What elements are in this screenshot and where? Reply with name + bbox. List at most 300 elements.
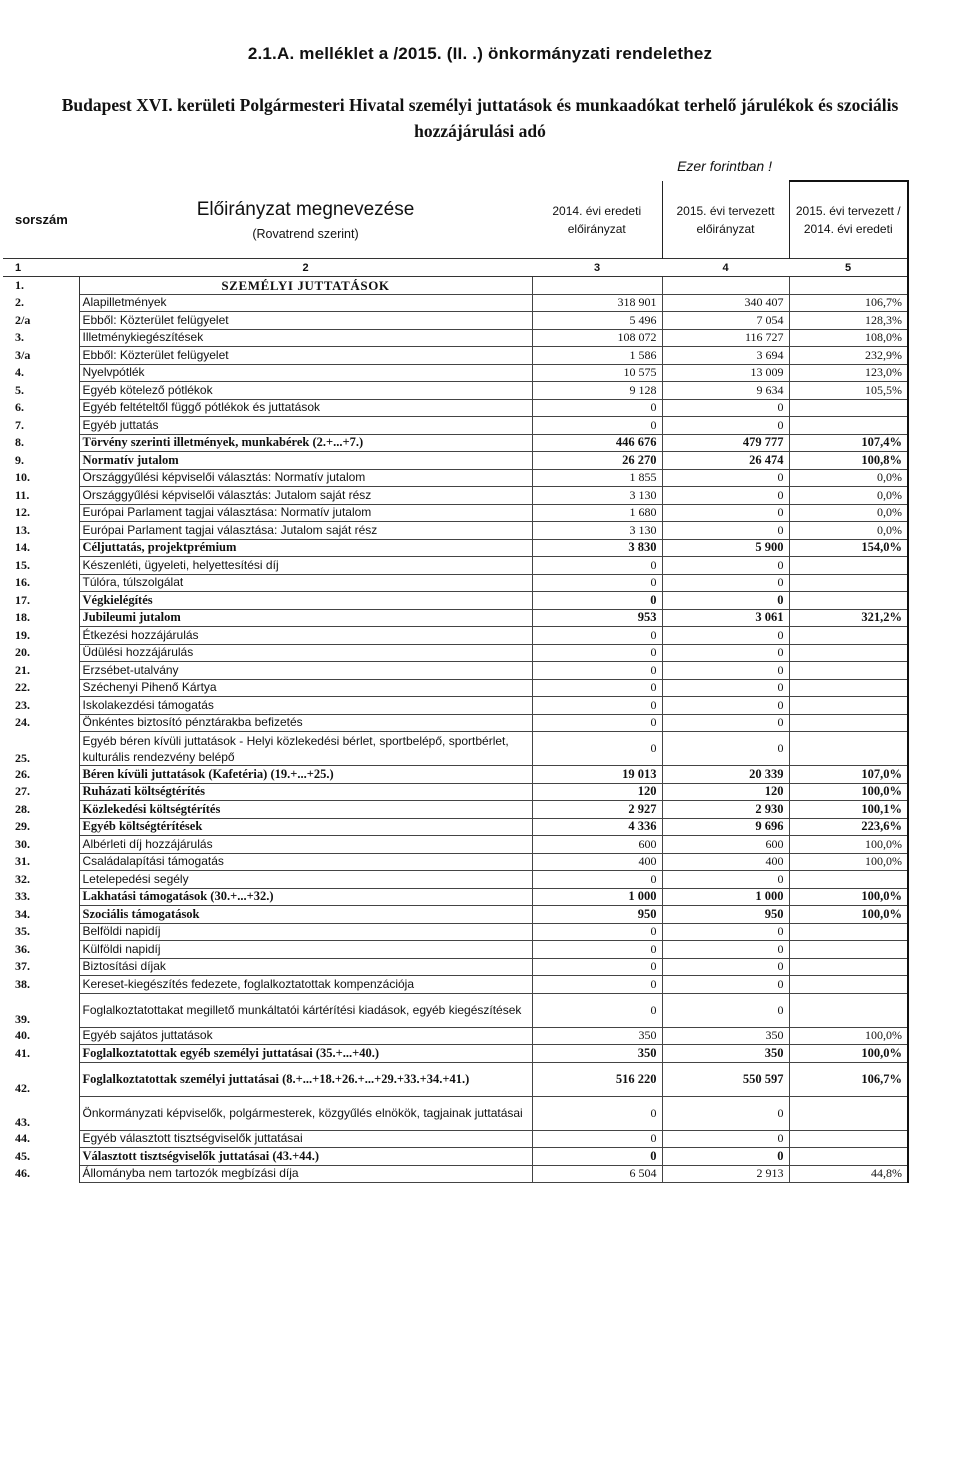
row-value-2015: 0 bbox=[662, 487, 789, 505]
table-row bbox=[3, 452, 908, 470]
row-ratio bbox=[789, 697, 908, 715]
table-row bbox=[3, 993, 908, 1027]
row-value-2015: 0 bbox=[662, 697, 789, 715]
header-sorszam: sorszám bbox=[15, 212, 68, 227]
row-ratio: 100,1% bbox=[789, 801, 908, 819]
column-number: 2 bbox=[79, 259, 532, 277]
row-value-2015: 0 bbox=[662, 976, 789, 994]
column-number: 3 bbox=[532, 259, 662, 277]
row-index: 24. bbox=[3, 714, 79, 732]
row-label: Közlekedési költségtérítés bbox=[79, 801, 532, 819]
row-value-2015: 0 bbox=[662, 732, 789, 766]
row-ratio bbox=[789, 679, 908, 697]
row-value-2014: 6 504 bbox=[532, 1165, 662, 1183]
column-number: 5 bbox=[789, 259, 908, 277]
header-2014-line2: előirányzat bbox=[567, 221, 626, 236]
table-row bbox=[3, 399, 908, 417]
row-ratio bbox=[789, 574, 908, 592]
header-ratio-line1: 2015. évi tervezett / bbox=[795, 204, 901, 218]
row-index: 21. bbox=[3, 662, 79, 680]
row-ratio: 100,0% bbox=[789, 906, 908, 924]
row-ratio: 100,0% bbox=[789, 783, 908, 801]
row-value-2015: 0 bbox=[662, 644, 789, 662]
row-value-2015: 0 bbox=[662, 592, 789, 610]
row-label: Önkormányzati képviselők, polgármesterek, közgyűlés elnökök, tagjainak juttatásai bbox=[79, 1096, 532, 1130]
row-index: 28. bbox=[3, 801, 79, 819]
table-row bbox=[3, 294, 908, 312]
row-ratio bbox=[789, 557, 908, 575]
row-ratio: 0,0% bbox=[789, 522, 908, 540]
row-ratio bbox=[789, 993, 908, 1027]
row-label: Normatív jutalom bbox=[79, 452, 532, 470]
table-row bbox=[3, 679, 908, 697]
row-value-2015: 0 bbox=[662, 1148, 789, 1166]
table-row bbox=[3, 766, 908, 784]
row-index: 1. bbox=[3, 277, 79, 295]
row-index: 22. bbox=[3, 679, 79, 697]
row-value-2014: 400 bbox=[532, 853, 662, 871]
header-2014-line1: 2014. évi eredeti bbox=[552, 203, 642, 218]
table-row bbox=[3, 1165, 908, 1183]
header-2014-original bbox=[532, 181, 662, 259]
row-ratio bbox=[789, 714, 908, 732]
row-value-2015: 0 bbox=[662, 941, 789, 959]
header-name-sub: (Rovatrend szerint) bbox=[252, 226, 359, 241]
row-index: 18. bbox=[3, 609, 79, 627]
row-value-2014: 0 bbox=[532, 923, 662, 941]
row-value-2015: 0 bbox=[662, 923, 789, 941]
row-label: Biztosítási díjak bbox=[79, 958, 532, 976]
row-index: 14. bbox=[3, 539, 79, 557]
row-value-2015: 7 054 bbox=[662, 312, 789, 330]
row-value-2014: 1 855 bbox=[532, 469, 662, 487]
row-label: Országgyűlési képviselői választás: Jutalom saját rész bbox=[79, 487, 532, 505]
table-row bbox=[3, 487, 908, 505]
row-index: 31. bbox=[3, 853, 79, 871]
row-ratio: 100,0% bbox=[789, 853, 908, 871]
row-label: Alapilletmények bbox=[79, 294, 532, 312]
row-index: 41. bbox=[3, 1045, 79, 1063]
row-ratio: 0,0% bbox=[789, 469, 908, 487]
row-label: Családalapítási támogatás bbox=[79, 853, 532, 871]
row-index: 34. bbox=[3, 906, 79, 924]
table-row bbox=[3, 329, 908, 347]
row-value-2014: 0 bbox=[532, 871, 662, 889]
row-index: 13. bbox=[3, 522, 79, 540]
column-number: 4 bbox=[662, 259, 789, 277]
row-index: 38. bbox=[3, 976, 79, 994]
row-value-2014: 1 000 bbox=[532, 888, 662, 906]
row-value-2014 bbox=[532, 277, 662, 295]
row-value-2014: 0 bbox=[532, 417, 662, 435]
row-label: Illetménykiegészítések bbox=[79, 329, 532, 347]
row-index: 20. bbox=[3, 644, 79, 662]
row-value-2015: 950 bbox=[662, 906, 789, 924]
row-value-2015: 2 913 bbox=[662, 1165, 789, 1183]
row-value-2014: 2 927 bbox=[532, 801, 662, 819]
row-value-2015: 0 bbox=[662, 1096, 789, 1130]
row-value-2014: 0 bbox=[532, 697, 662, 715]
row-value-2014: 26 270 bbox=[532, 452, 662, 470]
row-ratio: 232,9% bbox=[789, 347, 908, 365]
row-index: 30. bbox=[3, 836, 79, 854]
row-ratio bbox=[789, 592, 908, 610]
row-label: Állományba nem tartozók megbízási díja bbox=[79, 1165, 532, 1183]
table-row bbox=[3, 1096, 908, 1130]
row-index: 39. bbox=[3, 993, 79, 1027]
row-ratio bbox=[789, 627, 908, 645]
row-index: 8. bbox=[3, 434, 79, 452]
table-body bbox=[3, 277, 908, 1183]
row-value-2015: 0 bbox=[662, 557, 789, 575]
header-2015-line2: előirányzat bbox=[696, 221, 755, 236]
row-ratio bbox=[789, 417, 908, 435]
row-value-2014: 0 bbox=[532, 627, 662, 645]
row-index: 7. bbox=[3, 417, 79, 435]
table-row bbox=[3, 434, 908, 452]
row-value-2015: 3 694 bbox=[662, 347, 789, 365]
row-value-2015: 350 bbox=[662, 1045, 789, 1063]
header-ratio-line2: 2014. évi eredeti bbox=[803, 222, 893, 236]
row-label: Külföldi napidíj bbox=[79, 941, 532, 959]
table-row bbox=[3, 574, 908, 592]
row-value-2014: 0 bbox=[532, 399, 662, 417]
row-value-2015: 0 bbox=[662, 504, 789, 522]
table-row bbox=[3, 697, 908, 715]
row-label: Üdülési hozzájárulás bbox=[79, 644, 532, 662]
row-ratio bbox=[789, 871, 908, 889]
row-value-2015: 479 777 bbox=[662, 434, 789, 452]
table-row bbox=[3, 888, 908, 906]
row-value-2015: 5 900 bbox=[662, 539, 789, 557]
row-index: 19. bbox=[3, 627, 79, 645]
document-title: 2.1.A. melléklet a /2015. (II. .) önkormányzati rendelethez bbox=[247, 44, 713, 63]
row-value-2014: 0 bbox=[532, 714, 662, 732]
row-ratio: 44,8% bbox=[789, 1165, 908, 1183]
table-row bbox=[3, 871, 908, 889]
row-ratio bbox=[789, 923, 908, 941]
header-ratio bbox=[789, 181, 908, 259]
row-ratio: 107,0% bbox=[789, 766, 908, 784]
row-ratio: 0,0% bbox=[789, 504, 908, 522]
row-value-2015: 350 bbox=[662, 1027, 789, 1045]
row-value-2015: 2 930 bbox=[662, 801, 789, 819]
row-value-2014: 120 bbox=[532, 783, 662, 801]
row-index: 26. bbox=[3, 766, 79, 784]
row-index: 11. bbox=[3, 487, 79, 505]
row-label: Iskolakezdési támogatás bbox=[79, 697, 532, 715]
row-index: 9. bbox=[3, 452, 79, 470]
row-ratio: 223,6% bbox=[789, 818, 908, 836]
row-label: Egyéb költségtérítések bbox=[79, 818, 532, 836]
row-value-2015: 20 339 bbox=[662, 766, 789, 784]
row-label: SZEMÉLYI JUTTATÁSOK bbox=[79, 277, 532, 295]
row-index: 29. bbox=[3, 818, 79, 836]
row-value-2015: 0 bbox=[662, 871, 789, 889]
header-name bbox=[79, 181, 532, 259]
row-ratio: 100,0% bbox=[789, 1045, 908, 1063]
row-value-2014: 1 586 bbox=[532, 347, 662, 365]
subtitle-line-1: Budapest XVI. kerületi Polgármesteri Hivatal személyi juttatások és munkaadókat terhelő járulékok és szociális bbox=[61, 95, 899, 115]
row-value-2014: 350 bbox=[532, 1027, 662, 1045]
table-row bbox=[3, 417, 908, 435]
row-value-2014: 0 bbox=[532, 1130, 662, 1148]
row-value-2014: 9 128 bbox=[532, 382, 662, 400]
row-value-2014: 0 bbox=[532, 592, 662, 610]
row-value-2015: 0 bbox=[662, 662, 789, 680]
row-label: Egyéb juttatás bbox=[79, 417, 532, 435]
row-label: Foglalkoztatottak személyi juttatásai (8.+...+18.+26.+...+29.+33.+34.+41.) bbox=[79, 1062, 532, 1096]
table-row bbox=[3, 923, 908, 941]
row-label: Készenléti, ügyeleti, helyettesítési díj bbox=[79, 557, 532, 575]
table-row bbox=[3, 312, 908, 330]
row-label: Törvény szerinti illetmények, munkabérek (2.+...+7.) bbox=[79, 434, 532, 452]
row-ratio: 100,0% bbox=[789, 888, 908, 906]
row-ratio bbox=[789, 1148, 908, 1166]
row-value-2015: 3 061 bbox=[662, 609, 789, 627]
row-index: 16. bbox=[3, 574, 79, 592]
header-name-main: Előirányzat megnevezése bbox=[196, 198, 415, 220]
row-ratio bbox=[789, 277, 908, 295]
row-ratio bbox=[789, 958, 908, 976]
row-value-2015: 0 bbox=[662, 417, 789, 435]
row-value-2014: 318 901 bbox=[532, 294, 662, 312]
table-row bbox=[3, 277, 908, 295]
row-label: Jubileumi jutalom bbox=[79, 609, 532, 627]
table-row bbox=[3, 976, 908, 994]
row-index: 45. bbox=[3, 1148, 79, 1166]
table-row bbox=[3, 941, 908, 959]
row-ratio: 0,0% bbox=[789, 487, 908, 505]
row-ratio bbox=[789, 662, 908, 680]
row-ratio: 128,3% bbox=[789, 312, 908, 330]
row-label: Választott tisztségviselők juttatásai (43.+44.) bbox=[79, 1148, 532, 1166]
row-value-2015: 0 bbox=[662, 714, 789, 732]
row-value-2014: 446 676 bbox=[532, 434, 662, 452]
row-index: 3/a bbox=[3, 347, 79, 365]
row-index: 36. bbox=[3, 941, 79, 959]
row-value-2015: 0 bbox=[662, 1130, 789, 1148]
row-label: Nyelvpótlék bbox=[79, 364, 532, 382]
row-label: Letelepedési segély bbox=[79, 871, 532, 889]
row-value-2015: 26 474 bbox=[662, 452, 789, 470]
row-index: 35. bbox=[3, 923, 79, 941]
table-row bbox=[3, 836, 908, 854]
table-row bbox=[3, 557, 908, 575]
table-row bbox=[3, 347, 908, 365]
column-number: 1 bbox=[3, 259, 79, 277]
row-label: Foglalkoztatottakat megillető munkáltatói kártérítési kiadások, egyéb kiegészítések bbox=[79, 993, 532, 1027]
unit-note: Ezer forintban ! bbox=[677, 158, 772, 174]
row-value-2015: 400 bbox=[662, 853, 789, 871]
row-index: 32. bbox=[3, 871, 79, 889]
row-value-2015: 120 bbox=[662, 783, 789, 801]
row-index: 43. bbox=[3, 1096, 79, 1130]
row-index: 40. bbox=[3, 1027, 79, 1045]
table-row bbox=[3, 818, 908, 836]
row-value-2015: 13 009 bbox=[662, 364, 789, 382]
row-value-2014: 0 bbox=[532, 976, 662, 994]
row-label: Széchenyi Pihenő Kártya bbox=[79, 679, 532, 697]
row-value-2014: 0 bbox=[532, 644, 662, 662]
row-label: Európai Parlament tagjai választása: Jutalom saját rész bbox=[79, 522, 532, 540]
table-row bbox=[3, 504, 908, 522]
row-value-2014: 3 830 bbox=[532, 539, 662, 557]
row-index: 46. bbox=[3, 1165, 79, 1183]
row-value-2014: 0 bbox=[532, 1148, 662, 1166]
row-label: Kereset-kiegészítés fedezete, foglalkoztatottak kompenzációja bbox=[79, 976, 532, 994]
row-index: 44. bbox=[3, 1130, 79, 1148]
row-ratio: 105,5% bbox=[789, 382, 908, 400]
row-value-2015: 9 696 bbox=[662, 818, 789, 836]
row-value-2015: 9 634 bbox=[662, 382, 789, 400]
row-ratio: 100,0% bbox=[789, 1027, 908, 1045]
row-index: 12. bbox=[3, 504, 79, 522]
row-index: 33. bbox=[3, 888, 79, 906]
row-value-2014: 4 336 bbox=[532, 818, 662, 836]
row-label: Foglalkoztatottak egyéb személyi juttatásai (35.+...+40.) bbox=[79, 1045, 532, 1063]
row-index: 17. bbox=[3, 592, 79, 610]
row-label: Szociális támogatások bbox=[79, 906, 532, 924]
row-value-2014: 350 bbox=[532, 1045, 662, 1063]
row-label: Végkielégítés bbox=[79, 592, 532, 610]
row-value-2014: 0 bbox=[532, 1096, 662, 1130]
row-label: Albérleti díj hozzájárulás bbox=[79, 836, 532, 854]
row-ratio: 106,7% bbox=[789, 294, 908, 312]
row-value-2015: 0 bbox=[662, 574, 789, 592]
row-ratio bbox=[789, 644, 908, 662]
row-ratio bbox=[789, 976, 908, 994]
table-row bbox=[3, 853, 908, 871]
row-label: Erzsébet-utalvány bbox=[79, 662, 532, 680]
row-value-2014: 0 bbox=[532, 732, 662, 766]
row-ratio bbox=[789, 941, 908, 959]
row-value-2014: 0 bbox=[532, 574, 662, 592]
table-row bbox=[3, 662, 908, 680]
row-index: 2/a bbox=[3, 312, 79, 330]
table-row bbox=[3, 609, 908, 627]
table-row bbox=[3, 1062, 908, 1096]
table-row bbox=[3, 644, 908, 662]
row-value-2015: 0 bbox=[662, 399, 789, 417]
row-value-2014: 953 bbox=[532, 609, 662, 627]
row-value-2015: 0 bbox=[662, 993, 789, 1027]
row-index: 3. bbox=[3, 329, 79, 347]
row-value-2014: 0 bbox=[532, 679, 662, 697]
row-value-2014: 5 496 bbox=[532, 312, 662, 330]
row-index: 15. bbox=[3, 557, 79, 575]
row-index: 10. bbox=[3, 469, 79, 487]
row-value-2015: 0 bbox=[662, 469, 789, 487]
row-value-2014: 0 bbox=[532, 958, 662, 976]
row-value-2015: 1 000 bbox=[662, 888, 789, 906]
row-label: Egyéb választott tisztségviselők juttatásai bbox=[79, 1130, 532, 1148]
table-row bbox=[3, 382, 908, 400]
table-row bbox=[3, 906, 908, 924]
row-value-2014: 950 bbox=[532, 906, 662, 924]
row-index: 23. bbox=[3, 697, 79, 715]
row-label: Országgyűlési képviselői választás: Normatív jutalom bbox=[79, 469, 532, 487]
row-ratio bbox=[789, 1096, 908, 1130]
row-value-2015: 340 407 bbox=[662, 294, 789, 312]
row-label: Étkezési hozzájárulás bbox=[79, 627, 532, 645]
row-value-2014: 0 bbox=[532, 662, 662, 680]
row-value-2015: 0 bbox=[662, 679, 789, 697]
row-value-2014: 10 575 bbox=[532, 364, 662, 382]
row-label: Egyéb kötelező pótlékok bbox=[79, 382, 532, 400]
row-index: 5. bbox=[3, 382, 79, 400]
row-value-2015: 116 727 bbox=[662, 329, 789, 347]
table-row bbox=[3, 522, 908, 540]
row-value-2015: 550 597 bbox=[662, 1062, 789, 1096]
row-value-2014: 19 013 bbox=[532, 766, 662, 784]
row-ratio: 321,2% bbox=[789, 609, 908, 627]
table-row bbox=[3, 958, 908, 976]
row-label: Önkéntes biztosító pénztárakba befizetés bbox=[79, 714, 532, 732]
column-number-row bbox=[3, 259, 908, 277]
row-value-2014: 1 680 bbox=[532, 504, 662, 522]
row-label: Lakhatási támogatások (30.+...+32.) bbox=[79, 888, 532, 906]
header-2015-planned bbox=[662, 181, 789, 259]
table-row bbox=[3, 627, 908, 645]
table-row bbox=[3, 1045, 908, 1063]
row-label: Egyéb béren kívüli juttatások - Helyi közlekedési bérlet, sportbelépő, sportbérlet, kulturális rendezvény belépő bbox=[79, 732, 532, 766]
row-value-2015: 0 bbox=[662, 627, 789, 645]
row-ratio bbox=[789, 732, 908, 766]
subtitle-line-2: hozzájárulási adó bbox=[414, 121, 546, 141]
table-row bbox=[3, 732, 908, 766]
row-ratio bbox=[789, 399, 908, 417]
table-row bbox=[3, 714, 908, 732]
table-row bbox=[3, 1148, 908, 1166]
row-value-2014: 3 130 bbox=[532, 487, 662, 505]
row-label: Túlóra, túlszolgálat bbox=[79, 574, 532, 592]
table-row bbox=[3, 469, 908, 487]
document-subtitle bbox=[20, 92, 940, 144]
row-value-2014: 516 220 bbox=[532, 1062, 662, 1096]
row-label: Egyéb sajátos juttatások bbox=[79, 1027, 532, 1045]
row-label: Ruházati költségtérítés bbox=[79, 783, 532, 801]
row-ratio: 154,0% bbox=[789, 539, 908, 557]
table-row bbox=[3, 1130, 908, 1148]
table-row bbox=[3, 801, 908, 819]
row-label: Ebből: Közterület felügyelet bbox=[79, 347, 532, 365]
row-value-2014: 0 bbox=[532, 557, 662, 575]
row-value-2014: 3 130 bbox=[532, 522, 662, 540]
row-ratio: 100,8% bbox=[789, 452, 908, 470]
table-row bbox=[3, 539, 908, 557]
row-value-2015: 0 bbox=[662, 958, 789, 976]
row-index: 2. bbox=[3, 294, 79, 312]
row-ratio: 106,7% bbox=[789, 1062, 908, 1096]
row-label: Belföldi napidíj bbox=[79, 923, 532, 941]
row-value-2014: 108 072 bbox=[532, 329, 662, 347]
row-index: 4. bbox=[3, 364, 79, 382]
row-value-2015: 0 bbox=[662, 522, 789, 540]
row-ratio: 100,0% bbox=[789, 836, 908, 854]
row-value-2014: 0 bbox=[532, 993, 662, 1027]
row-value-2015: 600 bbox=[662, 836, 789, 854]
row-value-2014: 600 bbox=[532, 836, 662, 854]
row-ratio: 107,4% bbox=[789, 434, 908, 452]
row-ratio: 123,0% bbox=[789, 364, 908, 382]
row-label: Egyéb feltételtől függő pótlékok és juttatások bbox=[79, 399, 532, 417]
row-ratio bbox=[789, 1130, 908, 1148]
table-row bbox=[3, 592, 908, 610]
row-index: 27. bbox=[3, 783, 79, 801]
header-row bbox=[3, 181, 908, 259]
table-row bbox=[3, 1027, 908, 1045]
